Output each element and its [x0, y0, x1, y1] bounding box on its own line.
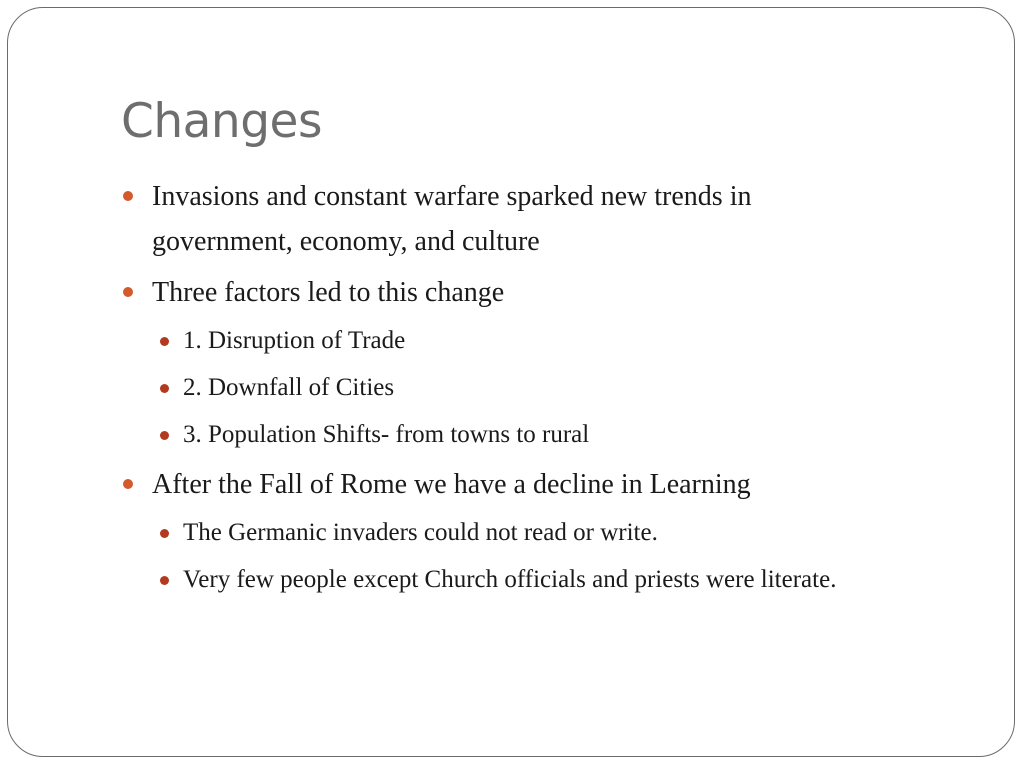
sub-bullet-text: 3. Population Shifts- from towns to rural	[183, 421, 590, 448]
sub-bullet-item	[123, 513, 893, 553]
sub-bullet-text: The Germanic invaders could not read or write.	[183, 519, 658, 546]
slide-title: Changes	[121, 94, 322, 149]
bullet-item	[123, 462, 893, 507]
sub-bullet-item	[123, 415, 893, 455]
bullet-dot-icon	[123, 479, 133, 489]
bullet-dot-icon	[160, 576, 169, 585]
sub-bullet-item	[123, 368, 893, 408]
bullet-item	[123, 174, 893, 264]
sub-bullet-item	[123, 321, 893, 361]
bullet-text: After the Fall of Rome we have a decline in Learning	[152, 469, 751, 500]
sub-bullet-text: 1. Disruption of Trade	[183, 327, 406, 354]
bullet-dot-icon	[123, 287, 133, 297]
bullet-dot-icon	[160, 529, 169, 538]
bullet-dot-icon	[160, 337, 169, 346]
bullet-text: Invasions and constant warfare sparked new trends in government, economy, and culture	[152, 181, 752, 257]
bullet-dot-icon	[123, 191, 133, 201]
slide-content	[123, 174, 893, 607]
sub-bullet-text: Very few people except Church officials and priests were literate.	[183, 566, 837, 593]
bullet-dot-icon	[160, 431, 169, 440]
sub-bullet-item	[123, 560, 893, 600]
bullet-text: Three factors led to this change	[152, 277, 505, 308]
bullet-dot-icon	[160, 384, 169, 393]
sub-bullet-text: 2. Downfall of Cities	[183, 374, 395, 401]
bullet-item	[123, 270, 893, 315]
slide	[7, 7, 1015, 757]
